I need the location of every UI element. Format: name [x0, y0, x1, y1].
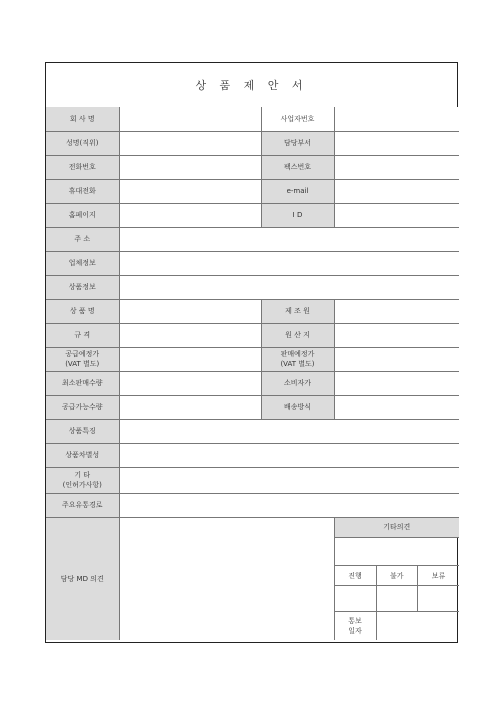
notice-date-label: 통보 일자 — [335, 612, 377, 640]
etc-label: 기 타 (인허가사항) — [46, 467, 119, 493]
mobile-label: 휴대전화 — [46, 179, 119, 203]
supply-price-field[interactable] — [119, 347, 261, 371]
email-label: e-mail — [261, 179, 334, 203]
company-name-field[interactable] — [119, 107, 261, 131]
etc-field[interactable] — [119, 467, 459, 493]
homepage-field[interactable] — [119, 203, 261, 227]
department-field[interactable] — [334, 131, 459, 155]
department-label: 담당부서 — [261, 131, 334, 155]
progress-label: 진행 — [335, 566, 377, 586]
md-side-panel — [334, 517, 459, 640]
business-number-field[interactable] — [334, 107, 459, 131]
company-info-field[interactable] — [119, 251, 459, 275]
address-label: 주 소 — [46, 227, 119, 251]
origin-label: 원 산 지 — [261, 323, 334, 347]
manufacturer-label: 제 조 원 — [261, 299, 334, 323]
hold-label: 보류 — [418, 566, 460, 586]
progress-check[interactable] — [335, 586, 377, 612]
features-field[interactable] — [119, 419, 459, 443]
delivery-field[interactable] — [334, 395, 459, 419]
other-opinion-label: 기타의견 — [335, 518, 460, 538]
sale-price-label: 판매예정가 (VAT 별도) — [261, 347, 334, 371]
spec-field[interactable] — [119, 323, 261, 347]
md-opinion-field[interactable] — [119, 517, 334, 640]
supply-qty-field[interactable] — [119, 395, 261, 419]
company-info-label: 업체정보 — [46, 251, 119, 275]
channels-field[interactable] — [119, 493, 459, 517]
reject-check[interactable] — [376, 586, 418, 612]
min-qty-field[interactable] — [119, 371, 261, 395]
fax-label: 팩스번호 — [261, 155, 334, 179]
reject-label: 불가 — [376, 566, 418, 586]
business-number-label: 사업자번호 — [261, 107, 334, 131]
differentiation-label: 상품차별성 — [46, 443, 119, 467]
proposal-form — [45, 62, 458, 643]
id-label: I D — [261, 203, 334, 227]
product-name-field[interactable] — [119, 299, 261, 323]
spec-label: 규 격 — [46, 323, 119, 347]
product-name-label: 상 품 명 — [46, 299, 119, 323]
product-info-label: 상품정보 — [46, 275, 119, 299]
product-info-field[interactable] — [119, 275, 459, 299]
email-field[interactable] — [334, 179, 459, 203]
differentiation-field[interactable] — [119, 443, 459, 467]
homepage-label: 홈페이지 — [46, 203, 119, 227]
channels-label: 주요유통경로 — [46, 493, 119, 517]
consumer-price-label: 소비자가 — [261, 371, 334, 395]
supply-qty-label: 공급가능수량 — [46, 395, 119, 419]
supply-price-label: 공급예정가 (VAT 별도) — [46, 347, 119, 371]
address-field[interactable] — [119, 227, 459, 251]
fax-field[interactable] — [334, 155, 459, 179]
other-opinion-field[interactable] — [335, 538, 460, 566]
origin-field[interactable] — [334, 323, 459, 347]
form-title: 상 품 제 안 서 — [46, 63, 457, 108]
md-opinion-label: 담당 MD 의견 — [46, 517, 119, 640]
company-name-label: 회 사 명 — [46, 107, 119, 131]
mobile-field[interactable] — [119, 179, 261, 203]
phone-label: 전화번호 — [46, 155, 119, 179]
consumer-price-field[interactable] — [334, 371, 459, 395]
notice-date-field[interactable] — [376, 612, 459, 640]
delivery-label: 배송방식 — [261, 395, 334, 419]
name-title-label: 성명(직위) — [46, 131, 119, 155]
hold-check[interactable] — [418, 586, 460, 612]
features-label: 상품특징 — [46, 419, 119, 443]
sale-price-field[interactable] — [334, 347, 459, 371]
phone-field[interactable] — [119, 155, 261, 179]
form-table — [46, 107, 459, 640]
manufacturer-field[interactable] — [334, 299, 459, 323]
id-field[interactable] — [334, 203, 459, 227]
min-qty-label: 최소판매수량 — [46, 371, 119, 395]
name-title-field[interactable] — [119, 131, 261, 155]
md-side-table — [335, 518, 460, 640]
